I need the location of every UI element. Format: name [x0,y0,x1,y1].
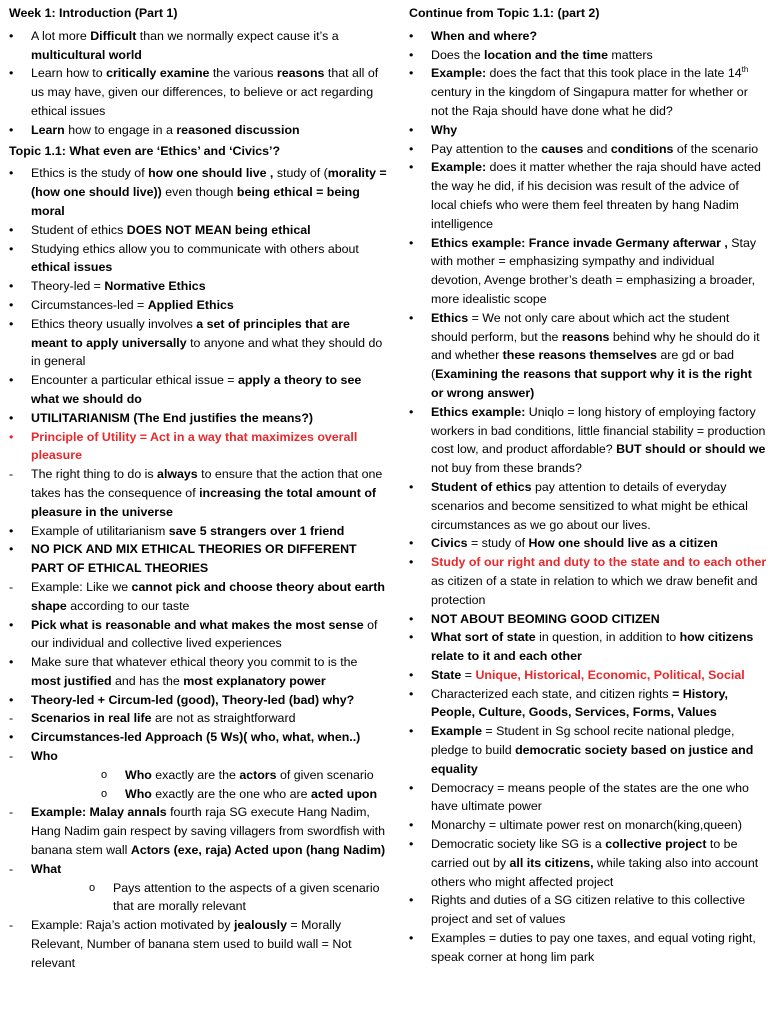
bullet-icon: • [409,310,414,325]
bullet-icon: • [9,122,14,137]
list-item: - Example: Like we cannot pick and choose theory about earth shape according to our taste [9,579,385,613]
circle-bullet-icon: o [89,881,96,894]
list-item: - Scenarios in real life are not as straightforward [9,709,389,728]
bullet-icon: • [9,166,14,181]
sub-list-item: o Who exactly are the one who are acted upon [9,785,389,804]
bullet-icon: • [409,893,414,908]
bullet-icon: • [409,837,414,852]
list-item: • Democratic society like SG is a collective project to be carried out by all its citizens, while taking also into account others who might affected project [409,837,759,889]
list-item: • Learn how to engage in a reasoned discussion [9,121,389,140]
week-title: Week 1: Introduction (Part 1) [9,6,178,20]
list-item: • Monarchy = ultimate power rest on monarch(king,queen) [409,816,767,835]
bullet-icon: • [409,724,414,739]
list-item: • Example: does it matter whether the raja should have acted the way he did, if his decision was result of the advice of local chiefs who were them feel threaten by hang Nadim intelligence [409,160,761,231]
list-item: - Example: Malay annals fourth raja SG execute Hang Nadim, Hang Nadim gain respect by saving villagers from swordfish with banana stem wall Actors (exe, raja) Acted upon (hang Nadim) [9,805,386,858]
list-item: • Make sure that whatever ethical theory you commit to is the most justified and has the most explanatory power [9,655,358,688]
circle-bullet-icon: o [101,768,108,781]
list-item: • Circumstances-led Approach (5 Ws)( who, what, when..) [9,728,389,747]
bullet-icon: • [9,297,14,312]
bullet-icon: • [409,630,414,645]
list-item: • Pay attention to the causes and conditions of the scenario [409,140,767,159]
bullet-icon: • [9,692,14,707]
topic-title: Topic 1.1: What even are ‘Ethics’ and ‘Civics’? [9,143,281,158]
bullet-icon: • [409,141,414,156]
bullet-icon: • [409,555,414,570]
bullet-icon: • [409,536,414,551]
list-item: • Ethics theory usually involves a set of principles that are meant to apply universally to anyone and what they should do in general [9,316,383,369]
list-item: • Example: does the fact that this took place in the late 14th century in the kingdom of Singapura matter for whether or not the Raja should have done what he did? [409,65,749,118]
dash-icon: - [9,861,14,876]
list-item: - The right thing to do is always to ensure that the action that one takes has the consequence of increasing the total amount of pleasure in the universe [9,467,383,519]
bullet-icon: • [9,373,14,388]
bullet-icon: • [409,28,414,43]
bullet-icon: • [9,222,14,237]
list-item: • Civics = study of How one should live as a citizen [409,534,767,553]
list-item: • Ethics = We not only care about which act the student should perform, but the reasons behind why he should do it and whether these reasons themselves are gd or bad (Examining the reasons that support why it is the right or wrong answer) [409,310,760,400]
list-item: • State = Unique, Historical, Economic, Political, Social [409,666,767,685]
list-item: • Does the location and the time matters [409,46,767,65]
list-item: • Democracy = means people of the states are the one who have ultimate power [409,780,749,814]
continue-title: Continue from Topic 1.1: (part 2) [409,6,600,20]
bullet-icon: • [9,410,14,425]
list-item: • Ethics is the study of how one should live , study of (morality = (how one should live)) even though being ethical = being moral [9,166,387,218]
bullet-icon: • [409,780,414,795]
bullet-icon: • [409,404,414,419]
bullet-icon: • [409,931,414,946]
list-item: • Examples = duties to pay one taxes, and equal voting right, speak corner at hong lim park [409,931,756,964]
dash-icon: - [9,805,14,820]
list-item: • Principle of Utility = Act in a way that maximizes overall pleasure [9,429,358,463]
dash-icon: - [9,579,14,594]
bullet-icon: • [9,523,14,538]
dash-icon: - [9,749,14,764]
list-item: • Circumstances-led = Applied Ethics [9,296,389,315]
bullet-icon: • [9,617,14,632]
list-item: • Student of ethics pay attention to details of everyday scenarios and become sensitized to what might be ethical circumstances as we go about our lives. [409,479,748,532]
bullet-icon: • [9,28,14,43]
list-item: • UTILITARIANISM (The End justifies the means?) [9,409,389,428]
list-item: • When and where? [409,27,767,46]
left-column [9,4,389,973]
dash-icon: - [9,467,14,482]
list-item: - What [9,860,389,879]
dash-icon: - [9,918,14,933]
list-item: • What sort of state in question, in addition to how citizens relate to it and each other [409,630,754,664]
bullet-icon: • [9,429,14,444]
list-item: • Theory-led = Normative Ethics [9,277,389,296]
list-item: • Rights and duties of a SG citizen relative to this collective project and set of values [409,893,746,927]
sub-list-item: o Pays attention to the aspects of a given scenario that are morally relevant [89,880,380,914]
list-item: • Theory-led + Circum-led (good), Theory-led (bad) why? [9,691,389,710]
dash-icon: - [9,711,14,726]
list-item: • Ethics example: Uniqlo = long history of employing factory workers in bad conditions, little financial stability = production cost low, and product affordable? BUT should or should we not buy from these brands? [409,404,766,476]
list-item: • Student of ethics DOES NOT MEAN being ethical [9,221,389,240]
bullet-icon: • [9,279,14,294]
list-item: - Who [9,747,389,766]
list-item: • Ethics example: France invade Germany afterwar , Stay with mother = emphasizing sympathy and individual devotion, Avenge brother’s death = emphasizing a broader, more idealistic scope [409,235,757,306]
list-item: • Learn how to critically examine the various reasons that all of us may have, given our differences, to believe or act regarding ethical issues [9,66,379,118]
list-item: • NOT ABOUT BEOMING GOOD CITIZEN [409,610,767,629]
bullet-icon: • [9,655,14,670]
list-item: • Example of utilitarianism save 5 strangers over 1 friend [9,522,389,541]
bullet-icon: • [9,66,14,81]
list-item: • Encounter a particular ethical issue = apply a theory to see what we should do [9,373,362,406]
bullet-icon: • [409,611,414,626]
list-item: • Why [409,121,767,140]
right-column [409,4,767,967]
bullet-icon: • [9,542,14,557]
bullet-icon: • [409,160,414,175]
bullet-icon: • [9,241,14,256]
list-item: - Example: Raja’s action motivated by jealously = Morally Relevant, Number of banana stem used to build wall = Not relevant [9,918,352,970]
bullet-icon: • [409,235,414,250]
list-item: • Studying ethics allow you to communicate with others about ethical issues [9,241,359,275]
list-item: • Pick what is reasonable and what makes the most sense of our individual and collective lived experiences [9,617,378,651]
list-item: • Example = Student in Sg school recite national pledge, pledge to build democratic society based on justice and equality [409,724,754,776]
bullet-icon: • [409,479,414,494]
bullet-icon: • [9,730,14,745]
list-item: • Study of our right and duty to the state and to each other as citizen of a state in relation to which we draw benefit and protection [409,555,767,607]
list-item: • Characterized each state, and citizen rights = History, People, Culture, Goods, Services, Forms, Values [409,686,728,720]
bullet-icon: • [409,122,414,137]
bullet-icon: • [409,667,414,682]
bullet-icon: • [409,686,414,701]
list-item: • A lot more Difficult than we normally expect cause it’s a multicultural world [9,28,339,62]
bullet-icon: • [409,47,414,62]
bullet-icon: • [409,66,414,81]
bullet-icon: • [9,316,14,331]
bullet-icon: • [409,818,414,833]
list-item: • NO PICK AND MIX ETHICAL THEORIES OR DIFFERENT PART OF ETHICAL THEORIES [9,542,357,576]
sub-list-item: o Who exactly are the actors of given scenario [9,766,389,785]
circle-bullet-icon: o [101,787,108,800]
